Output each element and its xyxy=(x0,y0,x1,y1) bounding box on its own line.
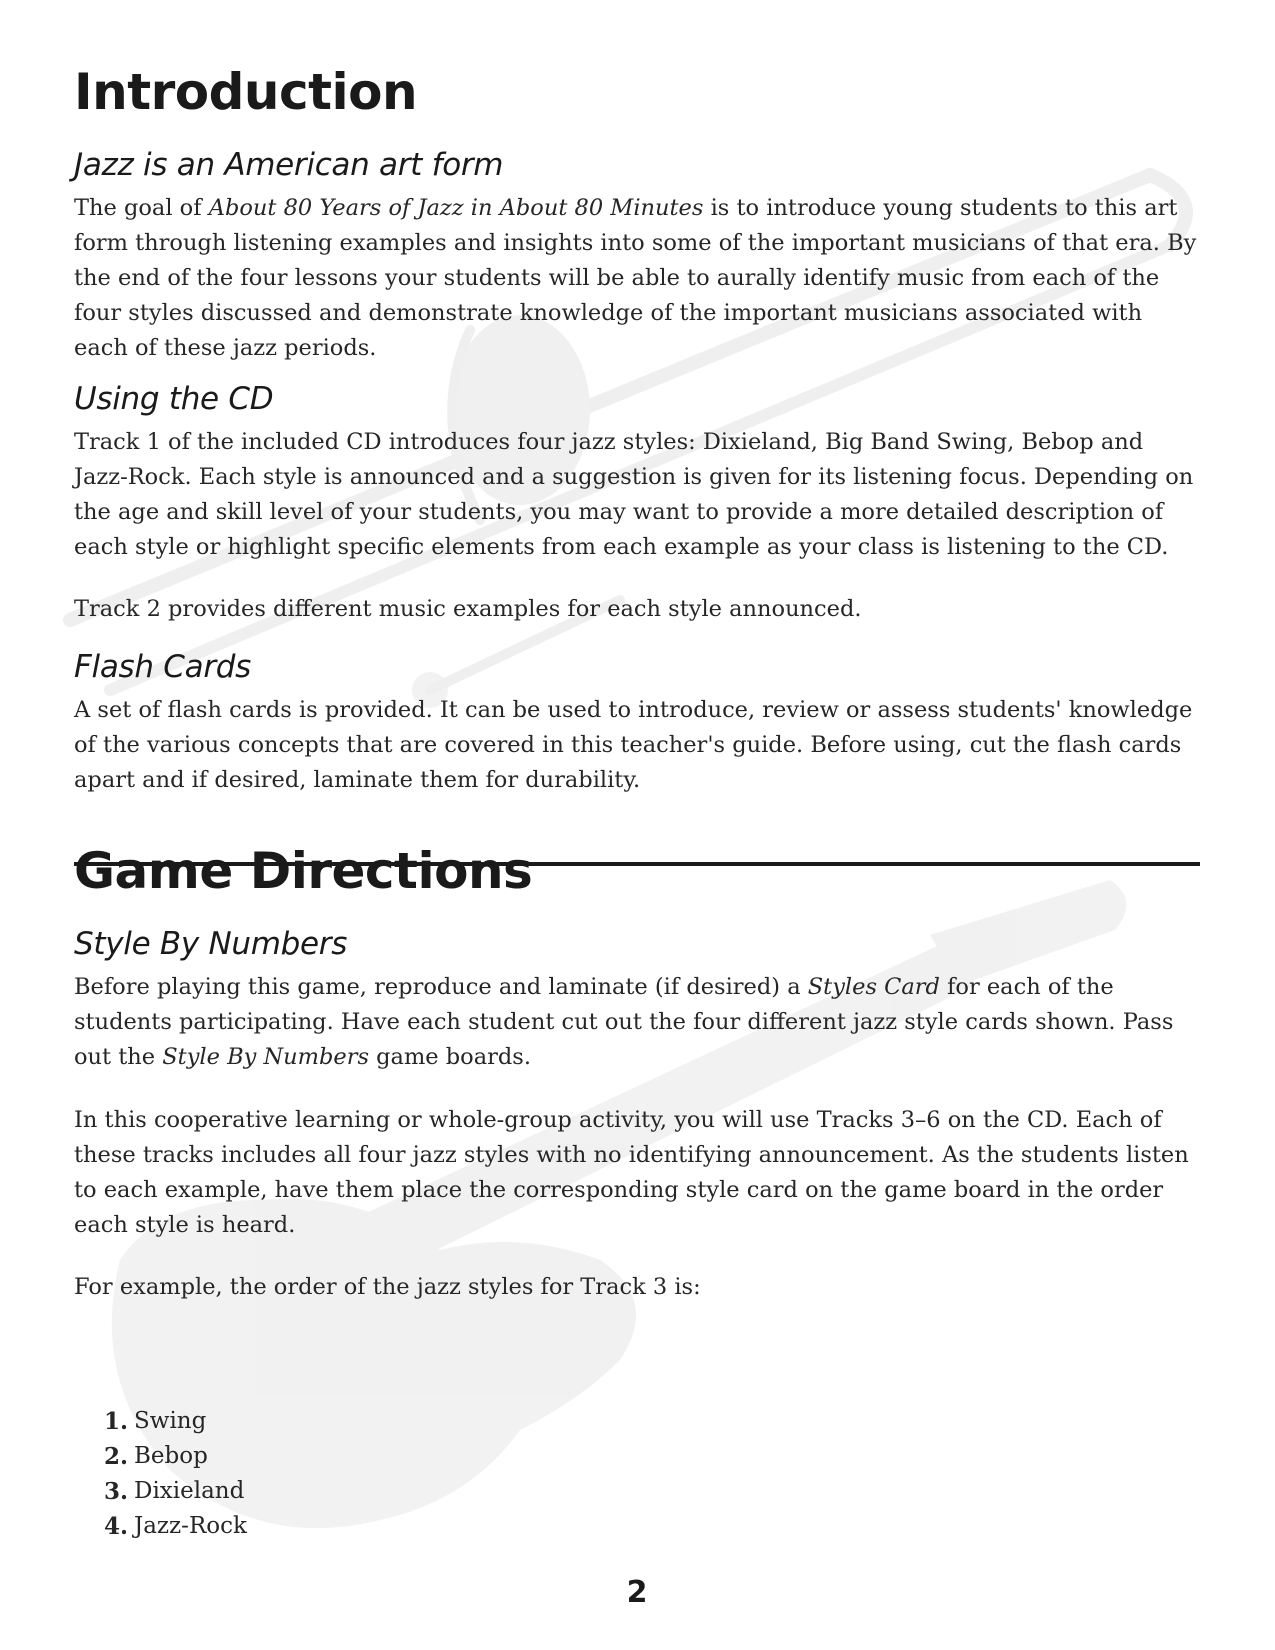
list-item-text: Dixieland xyxy=(134,1478,245,1504)
list-item xyxy=(104,1509,247,1544)
list-item xyxy=(104,1439,247,1474)
style-order-list xyxy=(104,1404,247,1544)
style-by-numbers-italic: Style By Numbers xyxy=(162,1044,369,1070)
game-setup-paragraph xyxy=(74,970,1200,1075)
game-setup-text-b: for each of the students participating. Have each student cut out the four different jazz style cards shown. Pass out the xyxy=(74,974,1174,1070)
jazz-goal-text-start: The goal of xyxy=(74,195,209,221)
jazz-goal-paragraph xyxy=(74,191,1200,366)
using-cd-subheading: Using the CD xyxy=(74,381,274,417)
track-1-paragraph: Track 1 of the included CD introduces four jazz styles: Dixieland, Big Band Swing, Bebop and Jazz-Rock. Each style is announced and a suggestion is given for its listening focus. Depending on the age and skill level of your students, you may want to provide a more detailed description of each style or highlight specific elements from each example as your class is listening to the CD. xyxy=(74,429,1194,560)
game-setup-text-c: game boards. xyxy=(369,1044,531,1070)
list-item xyxy=(104,1404,247,1439)
list-item-number: 3. xyxy=(104,1478,129,1505)
cooperative-activity-paragraph: In this cooperative learning or whole-group activity, you will use Tracks 3–6 on the CD. Each of these tracks includes all four jazz styles with no identifying announcement. As the students listen to each example, have them place the corresponding style card on the game board in the order each style is heard. xyxy=(74,1107,1189,1238)
book-title-italic: About 80 Years of Jazz in About 80 Minutes xyxy=(208,195,704,221)
introduction-heading: Introduction xyxy=(74,63,418,121)
list-item-text: Swing xyxy=(134,1408,207,1434)
styles-card-italic: Styles Card xyxy=(807,974,940,1000)
jazz-goal-text-end: is to introduce young students to this art form through listening examples and insights into some of the important musicians of that era. By the end of the four lessons your students will be able to aurally identify music from each of the four styles discussed and demonstrate knowledge of the important musicians associated with each of these jazz periods. xyxy=(74,195,1197,361)
list-item-number: 4. xyxy=(104,1513,129,1540)
game-setup-text-a: Before playing this game, reproduce and laminate (if desired) a xyxy=(74,974,808,1000)
flash-cards-subheading: Flash Cards xyxy=(74,649,252,685)
track-2-paragraph: Track 2 provides different music examples for each style announced. xyxy=(74,596,862,622)
page-content xyxy=(74,0,1200,1650)
page-number: 2 xyxy=(626,1575,648,1610)
list-item-number: 1. xyxy=(104,1408,129,1435)
example-order-paragraph: For example, the order of the jazz styles for Track 3 is: xyxy=(74,1274,701,1300)
list-item-text: Bebop xyxy=(134,1443,208,1469)
flash-cards-paragraph: A set of flash cards is provided. It can be used to introduce, review or assess students' knowledge of the various concepts that are covered in this teacher's guide. Before using, cut the flash cards apart and if desired, laminate them for durability. xyxy=(74,697,1193,793)
style-by-numbers-subheading: Style By Numbers xyxy=(74,926,348,962)
list-item xyxy=(104,1474,247,1509)
list-item-number: 2. xyxy=(104,1443,129,1470)
game-directions-heading: Game Directions xyxy=(74,842,533,900)
jazz-art-form-subheading: Jazz is an American art form xyxy=(74,147,504,183)
list-item-text: Jazz-Rock xyxy=(134,1513,247,1539)
